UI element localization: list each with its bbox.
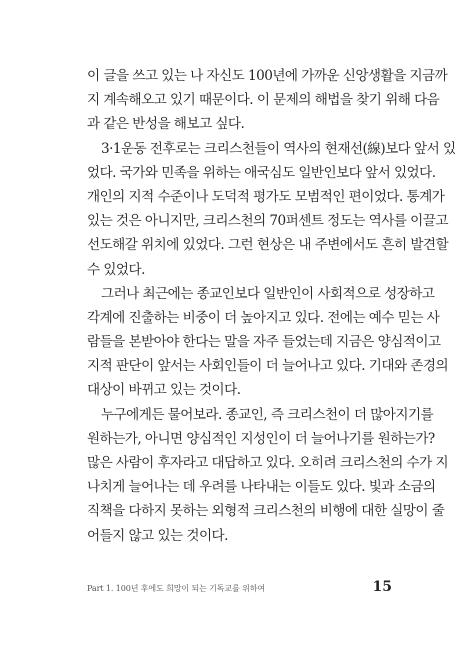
text-line: 람들을 본받아야 한다는 말을 자주 들었는데 지금은 양심적이고 [87, 334, 441, 351]
text-line: 많은 사람이 후자라고 대답하고 있다. 오히려 크리스천의 수가 지 [87, 455, 449, 471]
text-line: 원하는가, 아니면 양심적인 지성인이 더 늘어나기를 원하는가? [87, 430, 435, 447]
text-line: 지 계속해오고 있기 때문이다. 이 문제의 해법을 찾기 위해 다음 [87, 92, 440, 109]
text-line: 선도해갈 위치에 있었다. 그런 현상은 내 주변에서도 흔히 발견할 [87, 237, 449, 254]
text-line: 누구에게든 물어보라. 종교인, 즉 크리스천이 더 많아지기를 [101, 406, 434, 423]
page-number: 15 [372, 579, 392, 595]
text-line: 지적 판단이 앞서는 사회인들이 더 늘어나고 있다. 기대와 존경의 [87, 358, 449, 375]
text-line: 이 글을 쓰고 있는 나 자신도 100년에 가까운 신앙생활을 지금까 [87, 68, 448, 84]
text-line: 과 같은 반성을 해보고 싶다. [87, 116, 245, 133]
text-line: 어들지 않고 있는 것이다. [87, 527, 228, 544]
text-line: 직책을 다하지 못하는 외형적 크리스천의 비행에 대한 실망이 줄 [87, 503, 445, 520]
text-line: 수 있었다. [87, 261, 145, 278]
text-line: 있는 것은 아니지만, 크리스천의 70퍼센트 정도는 역사를 이끌고 [87, 213, 448, 230]
text-line: 3·1운동 전후로는 크리스천들이 역사의 현재선(線)보다 앞서 있 [101, 140, 456, 157]
text-line: 나치게 늘어나는 데 우려를 나타내는 이들도 있다. 빛과 소금의 [87, 479, 436, 496]
running-title: Part 1. 100년 후에도 희망이 되는 기독교를 위하여 [87, 584, 265, 593]
text-line: 었다. 국가와 민족을 위하는 애국심도 일반인보다 앞서 있었다. [87, 164, 436, 181]
page-footer [87, 579, 392, 599]
text-line: 개인의 지적 수준이나 도덕적 평가도 모범적인 편이었다. 통계가 [87, 188, 445, 205]
body-text [87, 64, 456, 548]
text-line: 각계에 진출하는 비중이 더 높아지고 있다. 전에는 예수 믿는 사 [87, 309, 440, 326]
text-line: 대상이 바뀌고 있는 것이다. [87, 382, 241, 399]
text-line: 그러나 최근에는 종교인보다 일반인이 사회적으로 성장하고 [101, 285, 435, 302]
